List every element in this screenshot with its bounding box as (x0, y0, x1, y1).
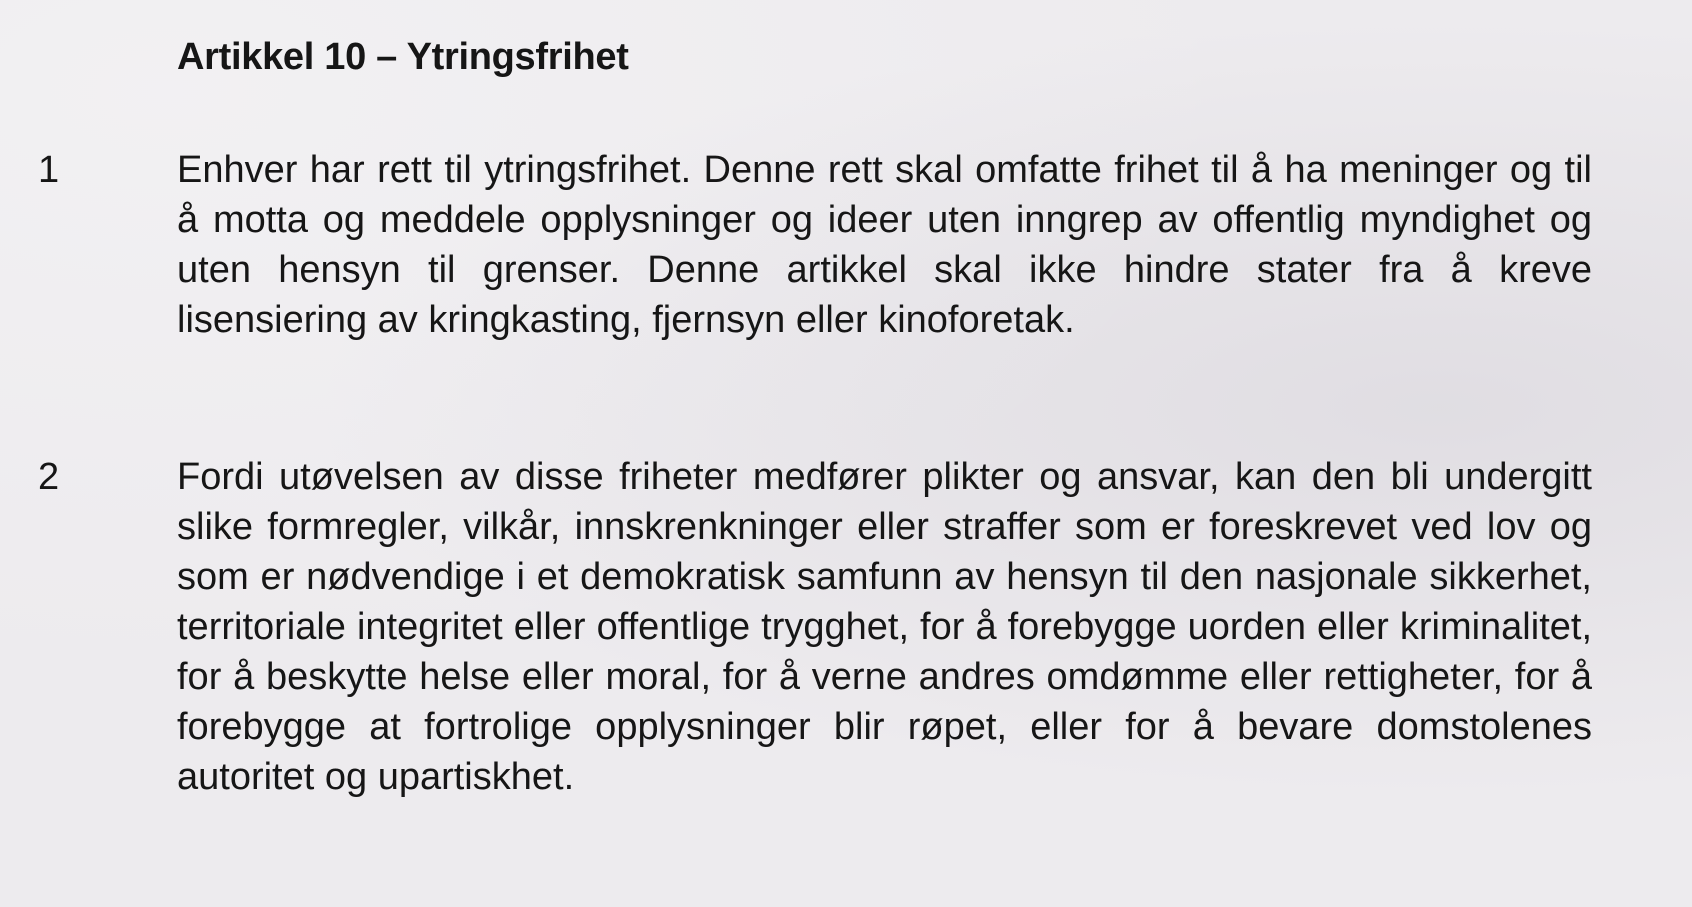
paragraph-number: 2 (38, 456, 60, 498)
paragraph-number: 1 (38, 149, 60, 191)
article-heading: Artikkel 10 – Ytringsfrihet (177, 36, 629, 78)
paragraph-text: Fordi utøvelsen av disse friheter medfører plikter og ansvar, kan den bli undergitt slike formregler, vilkår, innskrenkninger eller straffer som er foreskrevet ved lov og som er nødvendige i et demokratisk samfunn av hensyn til den nasjonale sikkerhet, territoriale integritet eller offentlige trygghet, for å forebygge uorden eller kriminalitet, for å beskytte helse eller moral, for å verne andres omdømme eller rettigheter, for å forebygge at fortrolige opplysninger blir røpet, eller for å bevare domstolenes autoritet og upartiskhet. (177, 456, 1592, 798)
paragraph-text: Enhver har rett til ytringsfrihet. Denne rett skal omfatte frihet til å ha meninger og til å motta og meddele opplysninger og ideer uten inngrep av offentlig myndighet og uten hensyn til grenser. Denne artikkel skal ikke hindre stater fra å kreve lisensiering av kringkasting, fjernsyn eller kinoforetak. (177, 149, 1592, 341)
